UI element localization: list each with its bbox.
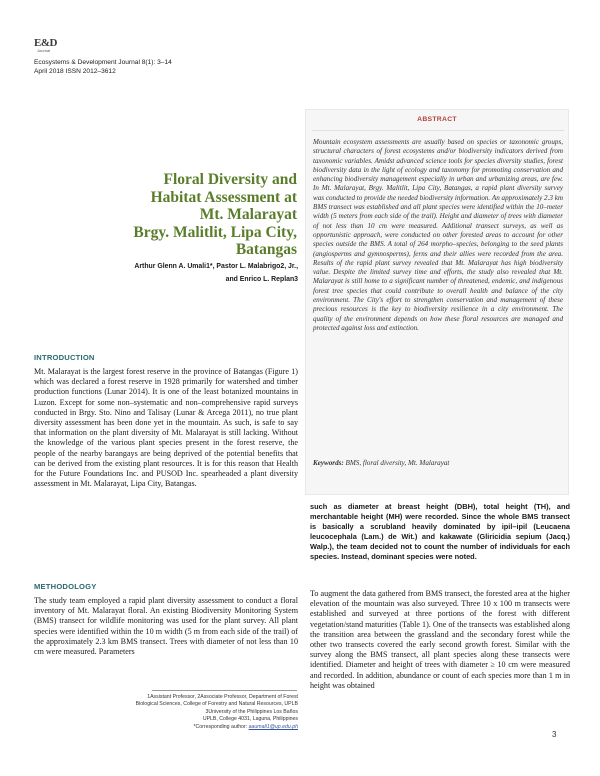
- abstract-heading: ABSTRACT: [417, 116, 457, 123]
- logo-mark: E&D: [34, 37, 57, 49]
- footnote-line: 1Assistant Professor, 2Associate Professor, Department of Forest: [147, 694, 298, 700]
- keywords: [313, 459, 563, 467]
- footnote-line: [110, 724, 298, 731]
- right-column-paragraph-2: To augment the data gathered from BMS transect, the forested area at the higher elevation of the mountain was also surveyed. Three 10 x 100 m transects were established and surveyed at three portions of the forest with different vegetation/stand maturities (Table 1). One of the transects was established along the transition area between the grassland and the secondary forest while the other two transects covered the early second growth forest. Similar with the survey along the BMS transect, all plant species along these transects were identified. Diameter and height of trees with diameter ≥ 10 cm were measured and recorded. In addition, abundance or count of each species more than 1 m in height was obtained: [310, 589, 570, 690]
- introduction-body: Mt. Malarayat is the largest forest reserve in the province of Batangas (Figure 1) which was declared a forest reserve in 1928 primarily for watershed and timber production functions (Lunar 2014). It is one of the least botanized mountains in Luzon. Except for some non–systematic and non–comprehensive rapid surveys conducted in Brgy. Sto. Nino and Talisay (Lunar & Arcega 2011), no true plant diversity assessment has been done yet in the mountain. As such, is safe to say that information on the plant diversity of Mt. Malarayat is still lacking. Without the knowledge of the various plant species present in the forest reserve, the people of the nearby barangays are being deprived of the potential benefits that can be derived from the existing plant resources. It is for this reason that Health for the Future Foundations Inc. and PUSOD Inc. spearheaded a plant diversity assessment in Mt. Malarayat, Lipa City, Batangas.: [34, 367, 298, 489]
- methodology-heading: METHODOLOGY: [34, 582, 97, 591]
- methodology-body: The study team employed a rapid plant diversity assessment to conduct a floral inventory of Mt. Malarayat floral. An existing Biodiversity Monitoring System (BMS) transect for wildlife monitoring was used for the plant survey. All plant species were identified within the 10 m width (5 m from each side of the trail) of the approximately 2.3 km BMS transect. Trees with diameter of not less than 10 cm were measured. Parameters: [34, 596, 298, 657]
- keywords-label: Keywords:: [313, 459, 344, 467]
- footnote-line: Biological Sciences, College of Forestry and Natural Resources, UPLB: [135, 701, 298, 708]
- abstract-body: Mountain ecosystem assessments are usually based on species or taxonomic groups, structural characters of forest ecosystems and/or biodiversity indicators derived from taxonomic variables. Amidst advanced science tools for species diversity studies, forest biodiversity data in the light of ecology and taxonomy for promoting conservation and enhancing biodiversity management especially in urban and urbanizing areas, are few. In Mt. Malarayat, Brgy. Malitlit, Lipa City, Batangas, a rapid plant diversity survey was conducted to provide the needed biodiversity information. An approximately 2.3 km BMS transect was established and all plant species were identified within the 10–meter width (5 meters from each side of the trail). Height and diameter of trees with diameter of not less than 10 cm were measured. Additional transect surveys, as well as opportunistic approach, were conducted on other forested areas to account for other species outside the BMS. A total of 264 morpho–species, belonging to the seed plants (angiosperms and gymnosperms), ferns and their allies were recorded from the area. Results of the rapid plant survey revealed that Mt. Malarayat has high biodiversity value. Despite the limited survey time and efforts, the study also revealed that Mt. Malarayat is still home to a significant number of threatened, endemic, and indigenous forest tree species that could contribute to overall health and balance of the city environment. The City's effort to strengthen conservation and management of these precious resources is the key to biodiversity resilience in a city environment. The quality of the environment depends on how these floral resources are managed and protected against loss and extinction.: [313, 138, 563, 332]
- article-title: [92, 171, 297, 259]
- corresponding-label: *Corresponding author:: [193, 723, 249, 730]
- journal-issn: April 2018 ISSN 2012–3612: [34, 68, 116, 75]
- footnote-line: 3University of the Philippines Los Baños: [205, 708, 298, 715]
- author-affiliations: [110, 694, 298, 731]
- title-line: Habitat Assessment at: [150, 188, 297, 206]
- title-line: Brgy. Malitlit, Lipa City,: [133, 223, 297, 241]
- authors-line: Arthur Glenn A. Umali1*, Pastor L. Malabrigo2, Jr.,: [134, 263, 298, 270]
- journal-logo: [34, 37, 64, 55]
- abstract-panel: [305, 109, 569, 495]
- journal-info: [34, 58, 172, 76]
- abstract-divider: [312, 130, 564, 131]
- title-line: Batangas: [235, 241, 297, 258]
- corresponding-email-link[interactable]: aaumali1@up.edu.ph: [248, 723, 298, 730]
- footnote-divider: [152, 690, 297, 691]
- footnote-line: UPLB, College 4031, Laguna, Philippines: [202, 716, 298, 723]
- introduction-heading: INTRODUCTION: [34, 353, 95, 362]
- right-column-paragraph-1: such as diameter at breast height (DBH), total height (TH), and merchantable height (MH) were recorded. Since the whole BMS transect is basically a scrubland heavily dominated by ipil–ipil (Leucaena leucocephala (Lam.) de Wit.) and kakawate (Gliricidia sepium (Jacq.) Walp.), the team decided not to count the number of individuals for each species. Instead, dominant species were noted.: [310, 502, 570, 561]
- keywords-value: BMS, floral diversity, Mt. Malarayat: [345, 459, 450, 467]
- logo-sub: Journal: [37, 48, 51, 53]
- author-list: [60, 261, 298, 286]
- title-line: Floral Diversity and: [163, 171, 297, 188]
- title-line: Mt. Malarayat: [199, 206, 297, 223]
- page-number: 3: [552, 730, 557, 739]
- authors-line: and Enrico L. Replan3: [225, 275, 298, 283]
- journal-citation: Ecosystems & Development Journal 8(1): 3–14: [34, 59, 172, 66]
